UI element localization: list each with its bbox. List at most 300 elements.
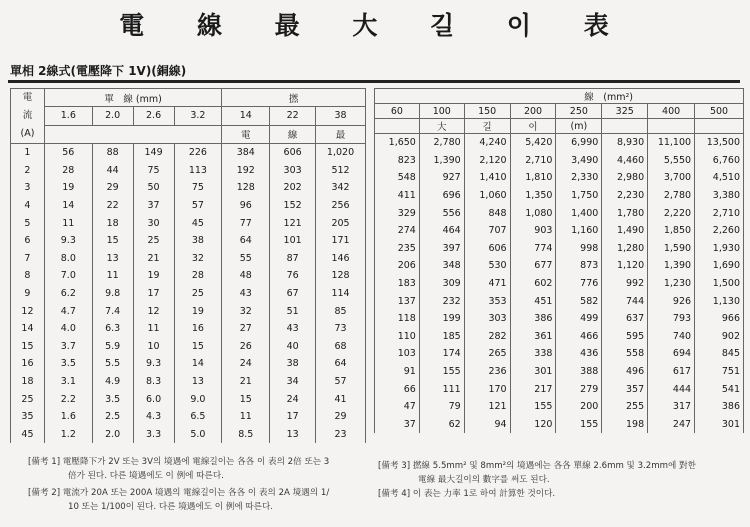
table-cell: 496 bbox=[602, 363, 648, 381]
table-cell: 73 bbox=[316, 320, 366, 338]
table-row bbox=[375, 416, 744, 434]
span-label-row-right: 大 길 이 (m) bbox=[375, 119, 744, 134]
table-cell: 411 bbox=[375, 187, 420, 205]
table-cell: 1.6 bbox=[44, 408, 92, 426]
table-cell: 11 bbox=[92, 267, 133, 285]
table-cell: 2,260 bbox=[695, 222, 744, 240]
table-cell: 113 bbox=[174, 162, 222, 180]
table-cell: 1,850 bbox=[648, 222, 695, 240]
table-cell: 85 bbox=[316, 302, 366, 320]
table-cell: 6.3 bbox=[92, 320, 133, 338]
table-cell: 43 bbox=[222, 285, 270, 303]
table-cell: 171 bbox=[316, 232, 366, 250]
table-cell: 1,130 bbox=[695, 292, 744, 310]
table-cell: 24 bbox=[270, 390, 316, 408]
table-cell: 13 bbox=[270, 426, 316, 444]
table-cell: 7.4 bbox=[92, 302, 133, 320]
table-row bbox=[375, 222, 744, 240]
table-cell: 903 bbox=[510, 222, 556, 240]
table-cell: 386 bbox=[695, 398, 744, 416]
table-cell: 5,550 bbox=[648, 152, 695, 170]
table-cell: 200 bbox=[556, 398, 602, 416]
table-row bbox=[11, 285, 366, 303]
table-cell: 7.0 bbox=[44, 267, 92, 285]
table-cell: 17 bbox=[133, 285, 174, 303]
table-cell: 23 bbox=[316, 426, 366, 444]
table-cell: 75 bbox=[174, 179, 222, 197]
table-cell: 79 bbox=[419, 398, 464, 416]
table-cell: 3,700 bbox=[648, 169, 695, 187]
table-row bbox=[375, 134, 744, 152]
table-cell: 6,990 bbox=[556, 134, 602, 152]
table-row bbox=[375, 310, 744, 328]
table-row bbox=[11, 232, 366, 250]
table-cell: 17 bbox=[270, 408, 316, 426]
table-cell: 38 bbox=[174, 232, 222, 250]
table-cell: 3.5 bbox=[92, 390, 133, 408]
table-cell: 751 bbox=[695, 363, 744, 381]
table-cell: 32 bbox=[174, 250, 222, 268]
table-cell: 9.3 bbox=[133, 355, 174, 373]
table-cell: 15 bbox=[11, 338, 45, 356]
table-row bbox=[11, 179, 366, 197]
note-2: [備考 2] 電流가 20A 또는 200A 境遇의 電線길이는 各各 이 表의 2A 境遇의 1/ 10 또는 1/100이 된다. 다른 境遇에도 이 例에 따른다. bbox=[28, 488, 330, 512]
table-row bbox=[375, 275, 744, 293]
table-cell: 10 bbox=[133, 338, 174, 356]
table-row bbox=[11, 267, 366, 285]
table-cell: 25 bbox=[11, 390, 45, 408]
table-cell: 1,230 bbox=[648, 275, 695, 293]
size-header-row-right: 60 100 150 200 250 325 400 500 bbox=[375, 104, 744, 119]
table-cell: 19 bbox=[133, 267, 174, 285]
table-cell: 1,690 bbox=[695, 257, 744, 275]
table-cell: 18 bbox=[11, 373, 45, 391]
table-cell: 11 bbox=[44, 214, 92, 232]
table-cell: 823 bbox=[375, 152, 420, 170]
table-cell: 235 bbox=[375, 240, 420, 258]
table-cell: 51 bbox=[270, 302, 316, 320]
left-table bbox=[10, 88, 366, 443]
table-cell: 2 bbox=[11, 162, 45, 180]
table-cell: 120 bbox=[510, 416, 556, 434]
table-cell: 361 bbox=[510, 328, 556, 346]
table-cell: 155 bbox=[419, 363, 464, 381]
table-cell: 29 bbox=[92, 179, 133, 197]
table-cell: 6.5 bbox=[174, 408, 222, 426]
subtitle: 單相 2線式(電壓降下 1V)(銅線) bbox=[10, 64, 187, 78]
table-cell: 4 bbox=[11, 197, 45, 215]
top-rule bbox=[8, 80, 740, 83]
table-cell: 1,060 bbox=[464, 187, 510, 205]
table-cell: 199 bbox=[419, 310, 464, 328]
table-row bbox=[375, 380, 744, 398]
table-cell: 24 bbox=[222, 355, 270, 373]
table-cell: 926 bbox=[648, 292, 695, 310]
table-cell: 998 bbox=[556, 240, 602, 258]
table-cell: 198 bbox=[602, 416, 648, 434]
table-cell: 436 bbox=[556, 345, 602, 363]
current-header: 電 流 (A) bbox=[11, 89, 45, 144]
table-cell: 202 bbox=[270, 179, 316, 197]
table-cell: 902 bbox=[695, 328, 744, 346]
table-cell: 4.0 bbox=[44, 320, 92, 338]
table-cell: 4,510 bbox=[695, 169, 744, 187]
table-cell: 4,240 bbox=[464, 134, 510, 152]
table-cell: 2.2 bbox=[44, 390, 92, 408]
table-cell: 740 bbox=[648, 328, 695, 346]
table-cell: 329 bbox=[375, 204, 420, 222]
table-cell: 274 bbox=[375, 222, 420, 240]
table-cell: 776 bbox=[556, 275, 602, 293]
table-cell: 32 bbox=[222, 302, 270, 320]
table-cell: 2,120 bbox=[464, 152, 510, 170]
table-cell: 66 bbox=[375, 380, 420, 398]
table-cell: 317 bbox=[648, 398, 695, 416]
table-cell: 548 bbox=[375, 169, 420, 187]
table-cell: 27 bbox=[222, 320, 270, 338]
table-cell: 1,120 bbox=[602, 257, 648, 275]
table-cell: 384 bbox=[222, 144, 270, 162]
table-cell: 14 bbox=[174, 355, 222, 373]
table-cell: 12 bbox=[11, 302, 45, 320]
table-cell: 96 bbox=[222, 197, 270, 215]
table-cell: 301 bbox=[695, 416, 744, 434]
single-wire-group-header: 單 線 (mm) bbox=[44, 89, 221, 107]
table-cell: 694 bbox=[648, 345, 695, 363]
table-cell: 76 bbox=[270, 267, 316, 285]
table-row bbox=[11, 338, 366, 356]
table-cell: 12 bbox=[133, 302, 174, 320]
table-cell: 22 bbox=[92, 197, 133, 215]
table-cell: 206 bbox=[375, 257, 420, 275]
table-cell: 6.0 bbox=[133, 390, 174, 408]
right-table bbox=[374, 88, 744, 433]
table-cell: 94 bbox=[464, 416, 510, 434]
table-cell: 353 bbox=[464, 292, 510, 310]
table-cell: 87 bbox=[270, 250, 316, 268]
table-cell: 541 bbox=[695, 380, 744, 398]
table-row bbox=[11, 302, 366, 320]
table-cell: 29 bbox=[316, 408, 366, 426]
table-cell: 43 bbox=[270, 320, 316, 338]
table-cell: 5.0 bbox=[174, 426, 222, 444]
table-cell: 451 bbox=[510, 292, 556, 310]
table-cell: 19 bbox=[174, 302, 222, 320]
note-4: [備考 4] 이 表는 力率 1로 하여 計算한 것이다. bbox=[378, 489, 556, 499]
table-cell: 37 bbox=[133, 197, 174, 215]
table-cell: 1,410 bbox=[464, 169, 510, 187]
table-cell: 2,780 bbox=[419, 134, 464, 152]
table-cell: 309 bbox=[419, 275, 464, 293]
table-cell: 744 bbox=[602, 292, 648, 310]
note-1: [備考 1] 電壓降下가 2V 또는 3V의 境遇에 電線길이는 各各 이 表의 2倍 또는 3 倍가 된다. 다른 境遇에도 이 例에 따른다. bbox=[28, 457, 330, 481]
table-cell: 77 bbox=[222, 214, 270, 232]
table-cell: 13 bbox=[174, 373, 222, 391]
table-cell: 21 bbox=[222, 373, 270, 391]
table-row bbox=[11, 144, 366, 162]
table-cell: 464 bbox=[419, 222, 464, 240]
table-cell: 5.5 bbox=[92, 355, 133, 373]
table-cell: 845 bbox=[695, 345, 744, 363]
table-row bbox=[375, 292, 744, 310]
table-cell: 217 bbox=[510, 380, 556, 398]
table-cell: 499 bbox=[556, 310, 602, 328]
table-cell: 40 bbox=[270, 338, 316, 356]
table-cell: 2,330 bbox=[556, 169, 602, 187]
table-cell: 13,500 bbox=[695, 134, 744, 152]
table-cell: 26 bbox=[222, 338, 270, 356]
table-cell: 11 bbox=[133, 320, 174, 338]
table-cell: 966 bbox=[695, 310, 744, 328]
table-row bbox=[11, 320, 366, 338]
table-cell: 357 bbox=[602, 380, 648, 398]
table-cell: 582 bbox=[556, 292, 602, 310]
table-cell: 388 bbox=[556, 363, 602, 381]
table-cell: 55 bbox=[222, 250, 270, 268]
table-cell: 57 bbox=[316, 373, 366, 391]
table-cell: 67 bbox=[270, 285, 316, 303]
span-label-row: 電 線 最 bbox=[11, 125, 366, 143]
table-cell: 38 bbox=[270, 355, 316, 373]
table-cell: 303 bbox=[270, 162, 316, 180]
table-cell: 466 bbox=[556, 328, 602, 346]
table-cell: 174 bbox=[419, 345, 464, 363]
table-cell: 471 bbox=[464, 275, 510, 293]
table-row bbox=[375, 363, 744, 381]
table-cell: 1,590 bbox=[648, 240, 695, 258]
table-row bbox=[11, 355, 366, 373]
table-cell: 677 bbox=[510, 257, 556, 275]
table-cell: 530 bbox=[464, 257, 510, 275]
table-cell: 21 bbox=[133, 250, 174, 268]
table-cell: 4.7 bbox=[44, 302, 92, 320]
table-cell: 265 bbox=[464, 345, 510, 363]
table-cell: 927 bbox=[419, 169, 464, 187]
table-cell: 1,020 bbox=[316, 144, 366, 162]
table-cell: 13 bbox=[92, 250, 133, 268]
table-cell: 37 bbox=[375, 416, 420, 434]
table-cell: 44 bbox=[92, 162, 133, 180]
table-row bbox=[11, 426, 366, 444]
table-cell: 602 bbox=[510, 275, 556, 293]
table-cell: 19 bbox=[44, 179, 92, 197]
table-cell: 121 bbox=[270, 214, 316, 232]
table-cell: 1,160 bbox=[556, 222, 602, 240]
table-cell: 170 bbox=[464, 380, 510, 398]
table-cell: 50 bbox=[133, 179, 174, 197]
table-row bbox=[11, 390, 366, 408]
table-cell: 15 bbox=[222, 390, 270, 408]
table-cell: 1,750 bbox=[556, 187, 602, 205]
table-cell: 28 bbox=[174, 267, 222, 285]
table-cell: 16 bbox=[11, 355, 45, 373]
table-cell: 137 bbox=[375, 292, 420, 310]
table-cell: 1,490 bbox=[602, 222, 648, 240]
table-cell: 4,460 bbox=[602, 152, 648, 170]
table-cell: 11,100 bbox=[648, 134, 695, 152]
table-cell: 226 bbox=[174, 144, 222, 162]
table-cell: 558 bbox=[602, 345, 648, 363]
table-cell: 348 bbox=[419, 257, 464, 275]
table-cell: 110 bbox=[375, 328, 420, 346]
table-cell: 155 bbox=[556, 416, 602, 434]
table-cell: 696 bbox=[419, 187, 464, 205]
table-cell: 41 bbox=[316, 390, 366, 408]
table-cell: 1,390 bbox=[419, 152, 464, 170]
table-cell: 5,420 bbox=[510, 134, 556, 152]
table-cell: 3 bbox=[11, 179, 45, 197]
table-cell: 637 bbox=[602, 310, 648, 328]
table-cell: 6,760 bbox=[695, 152, 744, 170]
table-cell: 103 bbox=[375, 345, 420, 363]
table-row bbox=[11, 250, 366, 268]
table-cell: 9.0 bbox=[174, 390, 222, 408]
table-cell: 5.9 bbox=[92, 338, 133, 356]
table-cell: 1,080 bbox=[510, 204, 556, 222]
table-cell: 7 bbox=[11, 250, 45, 268]
table-cell: 3,380 bbox=[695, 187, 744, 205]
table-row bbox=[11, 162, 366, 180]
table-cell: 114 bbox=[316, 285, 366, 303]
table-cell: 232 bbox=[419, 292, 464, 310]
table-cell: 34 bbox=[270, 373, 316, 391]
stranded-group-header-right: 線 (mm²) bbox=[375, 89, 744, 104]
table-cell: 595 bbox=[602, 328, 648, 346]
table-row bbox=[375, 345, 744, 363]
table-cell: 25 bbox=[174, 285, 222, 303]
table-cell: 205 bbox=[316, 214, 366, 232]
table-cell: 8,930 bbox=[602, 134, 648, 152]
table-cell: 57 bbox=[174, 197, 222, 215]
table-cell: 75 bbox=[133, 162, 174, 180]
table-cell: 255 bbox=[602, 398, 648, 416]
table-cell: 15 bbox=[174, 338, 222, 356]
table-cell: 64 bbox=[316, 355, 366, 373]
table-cell: 128 bbox=[222, 179, 270, 197]
table-cell: 5 bbox=[11, 214, 45, 232]
table-row bbox=[375, 187, 744, 205]
table-cell: 606 bbox=[270, 144, 316, 162]
table-row bbox=[375, 240, 744, 258]
table-cell: 192 bbox=[222, 162, 270, 180]
table-cell: 848 bbox=[464, 204, 510, 222]
stranded-group-header: 撚 bbox=[222, 89, 366, 107]
table-cell: 247 bbox=[648, 416, 695, 434]
table-cell: 155 bbox=[510, 398, 556, 416]
table-cell: 301 bbox=[510, 363, 556, 381]
table-cell: 91 bbox=[375, 363, 420, 381]
table-cell: 45 bbox=[11, 426, 45, 444]
table-cell: 2,230 bbox=[602, 187, 648, 205]
table-cell: 444 bbox=[648, 380, 695, 398]
table-cell: 18 bbox=[92, 214, 133, 232]
table-cell: 873 bbox=[556, 257, 602, 275]
page-title: 電 線 最 大 길 이 表 bbox=[119, 11, 631, 40]
table-cell: 2,780 bbox=[648, 187, 695, 205]
table-cell: 774 bbox=[510, 240, 556, 258]
table-cell: 1,930 bbox=[695, 240, 744, 258]
table-cell: 6 bbox=[11, 232, 45, 250]
table-cell: 128 bbox=[316, 267, 366, 285]
table-cell: 1,400 bbox=[556, 204, 602, 222]
table-cell: 8.0 bbox=[44, 250, 92, 268]
table-cell: 256 bbox=[316, 197, 366, 215]
table-cell: 342 bbox=[316, 179, 366, 197]
table-row bbox=[375, 169, 744, 187]
table-row bbox=[11, 373, 366, 391]
table-row bbox=[375, 204, 744, 222]
table-cell: 1,780 bbox=[602, 204, 648, 222]
table-cell: 2,980 bbox=[602, 169, 648, 187]
table-cell: 8 bbox=[11, 267, 45, 285]
table-cell: 45 bbox=[174, 214, 222, 232]
table-row bbox=[11, 197, 366, 215]
table-cell: 282 bbox=[464, 328, 510, 346]
table-cell: 30 bbox=[133, 214, 174, 232]
table-cell: 512 bbox=[316, 162, 366, 180]
table-row bbox=[11, 214, 366, 232]
table-cell: 1,350 bbox=[510, 187, 556, 205]
table-cell: 47 bbox=[375, 398, 420, 416]
table-cell: 556 bbox=[419, 204, 464, 222]
note-3: [備考 3] 撚線 5.5mm² 및 8mm²의 境遇에는 各各 單線 2.6mm 및 3.2mm에 對한 電線 最大길이의 數字를 써도 된다. bbox=[378, 461, 696, 485]
table-cell: 149 bbox=[133, 144, 174, 162]
table-cell: 15 bbox=[92, 232, 133, 250]
table-cell: 6.2 bbox=[44, 285, 92, 303]
table-cell: 1,280 bbox=[602, 240, 648, 258]
table-row bbox=[375, 398, 744, 416]
table-cell: 397 bbox=[419, 240, 464, 258]
table-row bbox=[375, 257, 744, 275]
table-cell: 25 bbox=[133, 232, 174, 250]
table-cell: 9.8 bbox=[92, 285, 133, 303]
table-cell: 146 bbox=[316, 250, 366, 268]
table-cell: 1 bbox=[11, 144, 45, 162]
table-cell: 1,650 bbox=[375, 134, 420, 152]
table-cell: 48 bbox=[222, 267, 270, 285]
table-cell: 3.3 bbox=[133, 426, 174, 444]
table-cell: 4.9 bbox=[92, 373, 133, 391]
table-cell: 152 bbox=[270, 197, 316, 215]
table-cell: 2.0 bbox=[92, 426, 133, 444]
table-cell: 303 bbox=[464, 310, 510, 328]
table-cell: 338 bbox=[510, 345, 556, 363]
table-cell: 3.1 bbox=[44, 373, 92, 391]
table-cell: 14 bbox=[11, 320, 45, 338]
table-cell: 992 bbox=[602, 275, 648, 293]
table-cell: 3,490 bbox=[556, 152, 602, 170]
table-cell: 1.2 bbox=[44, 426, 92, 444]
table-cell: 111 bbox=[419, 380, 464, 398]
table-cell: 62 bbox=[419, 416, 464, 434]
table-cell: 3.7 bbox=[44, 338, 92, 356]
table-cell: 4.3 bbox=[133, 408, 174, 426]
table-cell: 9 bbox=[11, 285, 45, 303]
table-row bbox=[375, 152, 744, 170]
table-cell: 101 bbox=[270, 232, 316, 250]
table-cell: 1,390 bbox=[648, 257, 695, 275]
table-cell: 185 bbox=[419, 328, 464, 346]
size-header-row: 1.6 2.0 2.6 3.2 14 22 38 bbox=[11, 107, 366, 125]
table-cell: 8.3 bbox=[133, 373, 174, 391]
table-cell: 2,710 bbox=[695, 204, 744, 222]
table-cell: 64 bbox=[222, 232, 270, 250]
table-cell: 707 bbox=[464, 222, 510, 240]
table-cell: 386 bbox=[510, 310, 556, 328]
table-cell: 9.3 bbox=[44, 232, 92, 250]
table-cell: 1,500 bbox=[695, 275, 744, 293]
table-cell: 56 bbox=[44, 144, 92, 162]
